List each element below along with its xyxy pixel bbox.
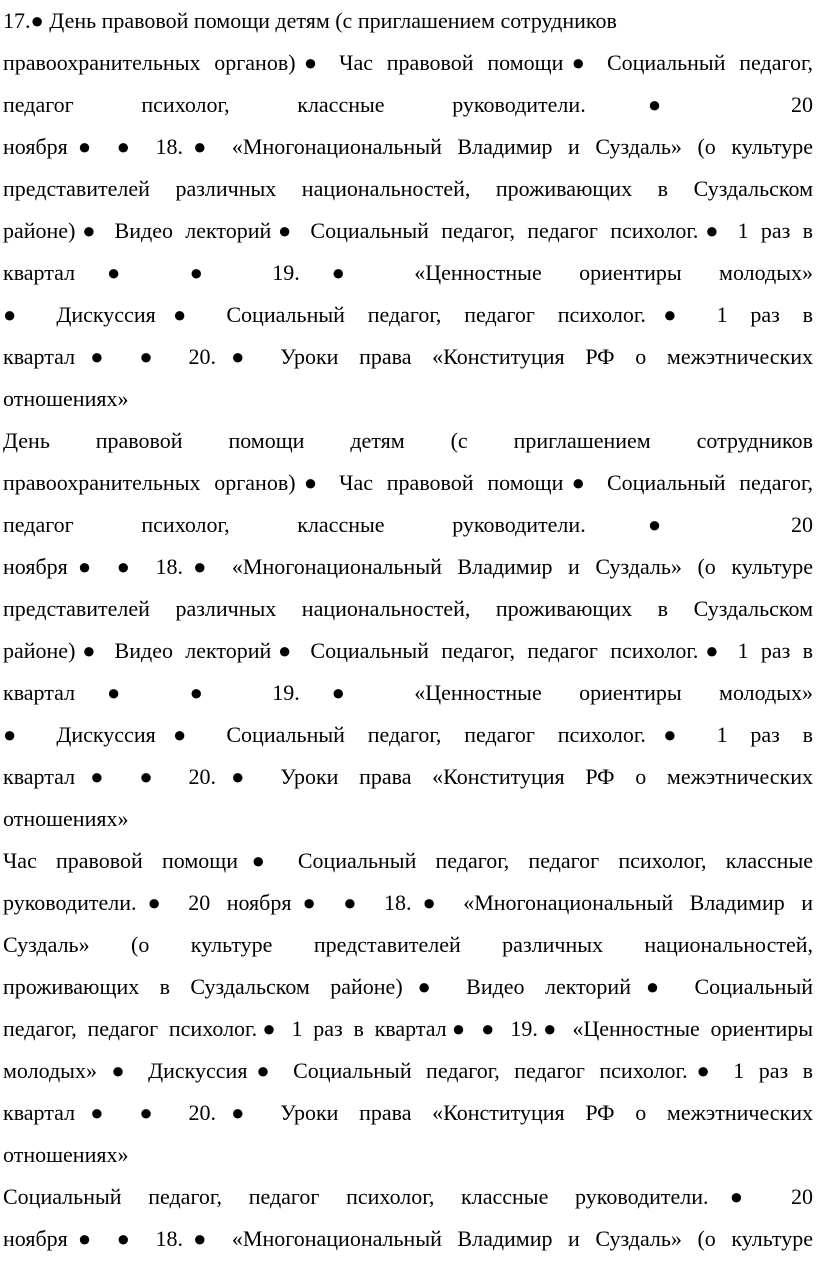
text-line: педагог психолог, классные руководители.● 20 [3, 92, 813, 117]
text-line: ноября● ● 18.● «Многонациональный Владимир и Суздаль» (о культуре [3, 1226, 813, 1251]
text-line: отношениях» [3, 806, 129, 831]
text-line: педагог, педагог психолог.● 1 раз в квартал● ● 19.● «Ценностные ориентиры [3, 1016, 813, 1041]
text-line: руководители.● 20 ноября● ● 18.● «Многонациональный Владимир и [3, 890, 813, 915]
text-line: Час правовой помощи● Социальный педагог, педагог психолог, классные [3, 848, 813, 873]
text-line: Социальный педагог, педагог психолог, классные руководители.● 20 [3, 1184, 813, 1209]
text-line: 17.● День правовой помощи детям (с приглашением сотрудников [3, 8, 617, 33]
text-line: ноября● ● 18.● «Многонациональный Владимир и Суздаль» (о культуре [3, 554, 813, 579]
text-line: квартал● ● 20.● Уроки права «Конституция РФ о межэтнических [3, 764, 813, 789]
text-line: квартал● ● 19.● «Ценностные ориентиры молодых» [3, 260, 813, 285]
text-line: представителей различных национальностей, проживающих в Суздальском [3, 176, 813, 201]
text-line: квартал● ● 20.● Уроки права «Конституция РФ о межэтнических [3, 1100, 813, 1125]
text-line: правоохранительных органов)● Час правовой помощи● Социальный педагог, [3, 470, 813, 495]
text-line: молодых» ● Дискуссия● Социальный педагог, педагог психолог.● 1 раз в [3, 1058, 813, 1083]
text-line: районе)● Видео лекторий● Социальный педагог, педагог психолог.● 1 раз в [3, 218, 813, 243]
text-line: ● Дискуссия● Социальный педагог, педагог психолог.● 1 раз в [3, 722, 813, 747]
text-line: проживающих в Суздальском районе)● Видео лекторий● Социальный [3, 974, 813, 999]
text-line: правоохранительных органов)● Час правовой помощи● Социальный педагог, [3, 50, 813, 75]
text-line: Суздаль» (о культуре представителей различных национальностей, [3, 932, 813, 957]
text-line: ● Дискуссия● Социальный педагог, педагог психолог.● 1 раз в [3, 302, 813, 327]
text-line: отношениях» [3, 1142, 129, 1167]
text-line: День правовой помощи детям (с приглашением сотрудников [3, 428, 813, 453]
text-line: ноября● ● 18.● «Многонациональный Владимир и Суздаль» (о культуре [3, 134, 813, 159]
text-line: представителей различных национальностей, проживающих в Суздальском [3, 596, 813, 621]
text-line: квартал● ● 20.● Уроки права «Конституция РФ о межэтнических [3, 344, 813, 369]
text-line: педагог психолог, классные руководители.● 20 [3, 512, 813, 537]
text-line: районе)● Видео лекторий● Социальный педагог, педагог психолог.● 1 раз в [3, 638, 813, 663]
text-line: отношениях» [3, 386, 129, 411]
text-line: квартал● ● 19.● «Ценностные ориентиры молодых» [3, 680, 813, 705]
